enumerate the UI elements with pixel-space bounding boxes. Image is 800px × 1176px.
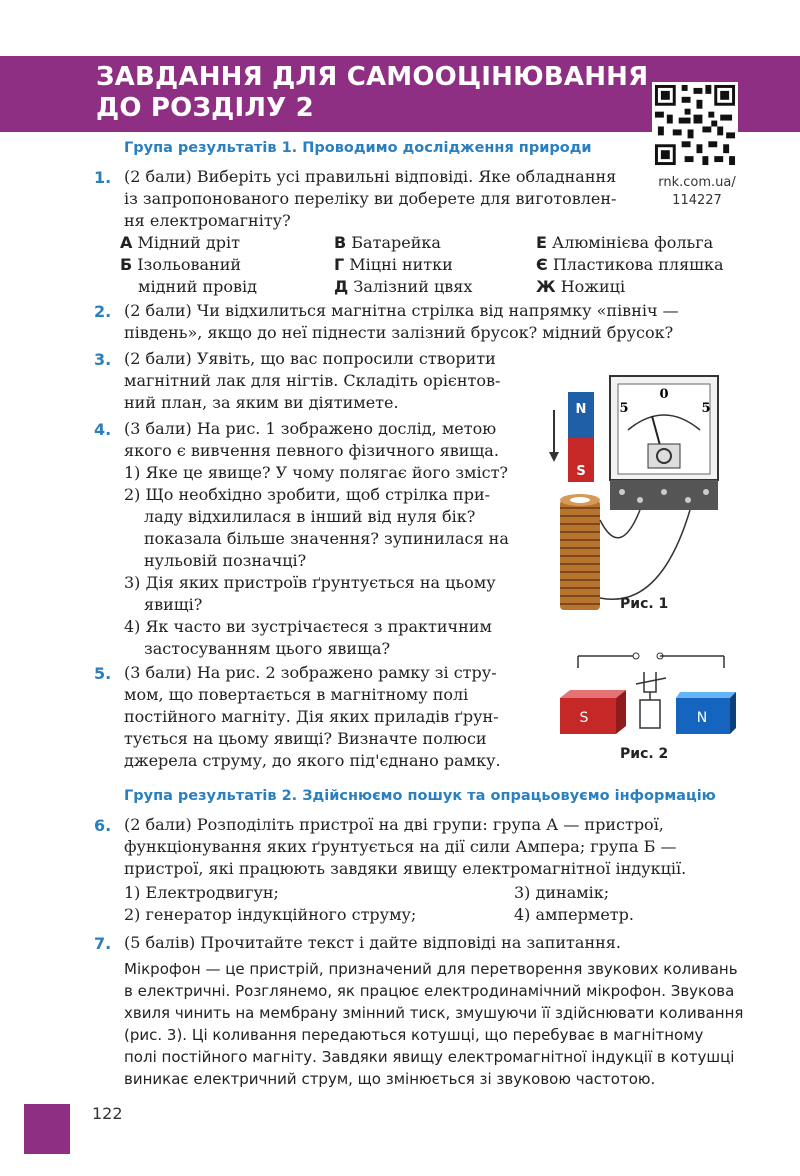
qr-link[interactable]: rnk.com.ua/ 114227 [658,175,736,208]
q1-options-col3: Е Алюмінієва фольга Є Пластикова пляшка Ж Ножиці [536,233,724,296]
q6-text: (2 бали) Розподіліть пристрої на дві групи: група А — пристрої, функціонування яких ґрунтується на дії сили Ампера; група Б — пристрої, які працюють завдяки явищу електромагнітної індукції. [124,815,687,878]
q6-number: 6. [94,816,112,835]
q3-text: (2 бали) Уявіть, що вас попросили створити магнітний лак для нігтів. Складіть орієнтов- ний план, за яким ви діятимете. [124,349,501,412]
q5-text: (3 бали) На рис. 2 зображено рамку зі стру- мом, що повертається в магнітному полі постійного магніту. Дія яких приладів ґрун- тується на цьому явищі? Визначте полюси джерела струму, до якого під'єднано рамку. [124,663,501,770]
header-banner-edge [0,56,24,132]
q2-number: 2. [94,302,112,321]
figure-2 [556,644,736,744]
q3-number: 3. [94,350,112,369]
q1-text: (2 бали) Виберіть усі правильні відповіді. Яке обладнання із запропонованого переліку ви доберете для виготовлен- ня електромагніту? [124,167,617,230]
svg-text:S: S [579,710,589,726]
q7-reading-text: Мікрофон — це пристрій, призначений для перетворення звукових коливань в електричні. Розглянемо, як працює електродинамічний мікрофон. Звукова хвиля чинить на мембрану змінний тиск, змушуючи її здійснювати коливання (рис. 3). Ці коливання передаються котушці, що перебуває в магнітному полі постійного магніту. Завдяки явищу електромагнітної індукції в котушці виникає електричний струм, що змінюється зі звуковою частотою. [124,960,744,1088]
svg-text:5: 5 [619,401,629,416]
group1-heading: Група результатів 1. Проводимо дослідження природи [124,140,592,156]
svg-text:0: 0 [659,387,669,402]
svg-text:5: 5 [701,401,711,416]
page-number-bar [24,1104,70,1154]
q6-items-col2: 3) динамік; 4) амперметр. [514,883,634,924]
q6-items-col1: 1) Електродвигун; 2) генератор індукційного струму; [124,883,417,924]
page-title: ЗАВДАННЯ ДЛЯ САМООЦІНЮВАННЯ ДО РОЗДІЛУ 2 [96,62,649,123]
q4-number: 4. [94,420,112,439]
figure-2-caption: Рис. 2 [620,746,669,762]
page-number: 122 [92,1104,123,1123]
figure-1-caption: Рис. 1 [620,596,669,612]
q2-text: (2 бали) Чи відхилиться магнітна стрілка від напрямку «північ — південь», якщо до неї піднести залізний брусок? мідний брусок? [124,301,679,342]
q1-number: 1. [94,168,112,187]
magnet-s-label: S [576,464,586,479]
q7-text: (5 балів) Прочитайте текст і дайте відповіді на запитання. [124,933,621,952]
group2-heading: Група результатів 2. Здійснюємо пошук та опрацьовуємо інформацію [124,788,716,804]
qr-code[interactable] [652,82,738,168]
q1-options-col1: А Мідний дріт Б Ізольований мідний провід [120,233,258,296]
svg-text:N: N [696,710,708,726]
q4-text: (3 бали) На рис. 1 зображено дослід, метою якого є вивчення певного фізичного явища. 1) Яке це явище? У чому полягає його зміст? 2) Що необхідно зробити, щоб стрілка при- ладу відхилилася в інший від нуля бік? показала більше значення? зупинилася на нульовій позначці? 3) Дія яких пристроїв ґрунтується на цьому явищі? 4) Як часто ви зустрічаєтеся з практичним застосуванням цього явища? [124,419,509,658]
q5-number: 5. [94,664,112,683]
magnet-n-label: N [575,402,587,417]
current-frame [640,700,660,728]
q1-options-col2: В Батарейка Г Міцні нитки Д Залізний цвях [334,233,473,296]
q7-number: 7. [94,934,112,953]
figure-1 [540,360,740,620]
